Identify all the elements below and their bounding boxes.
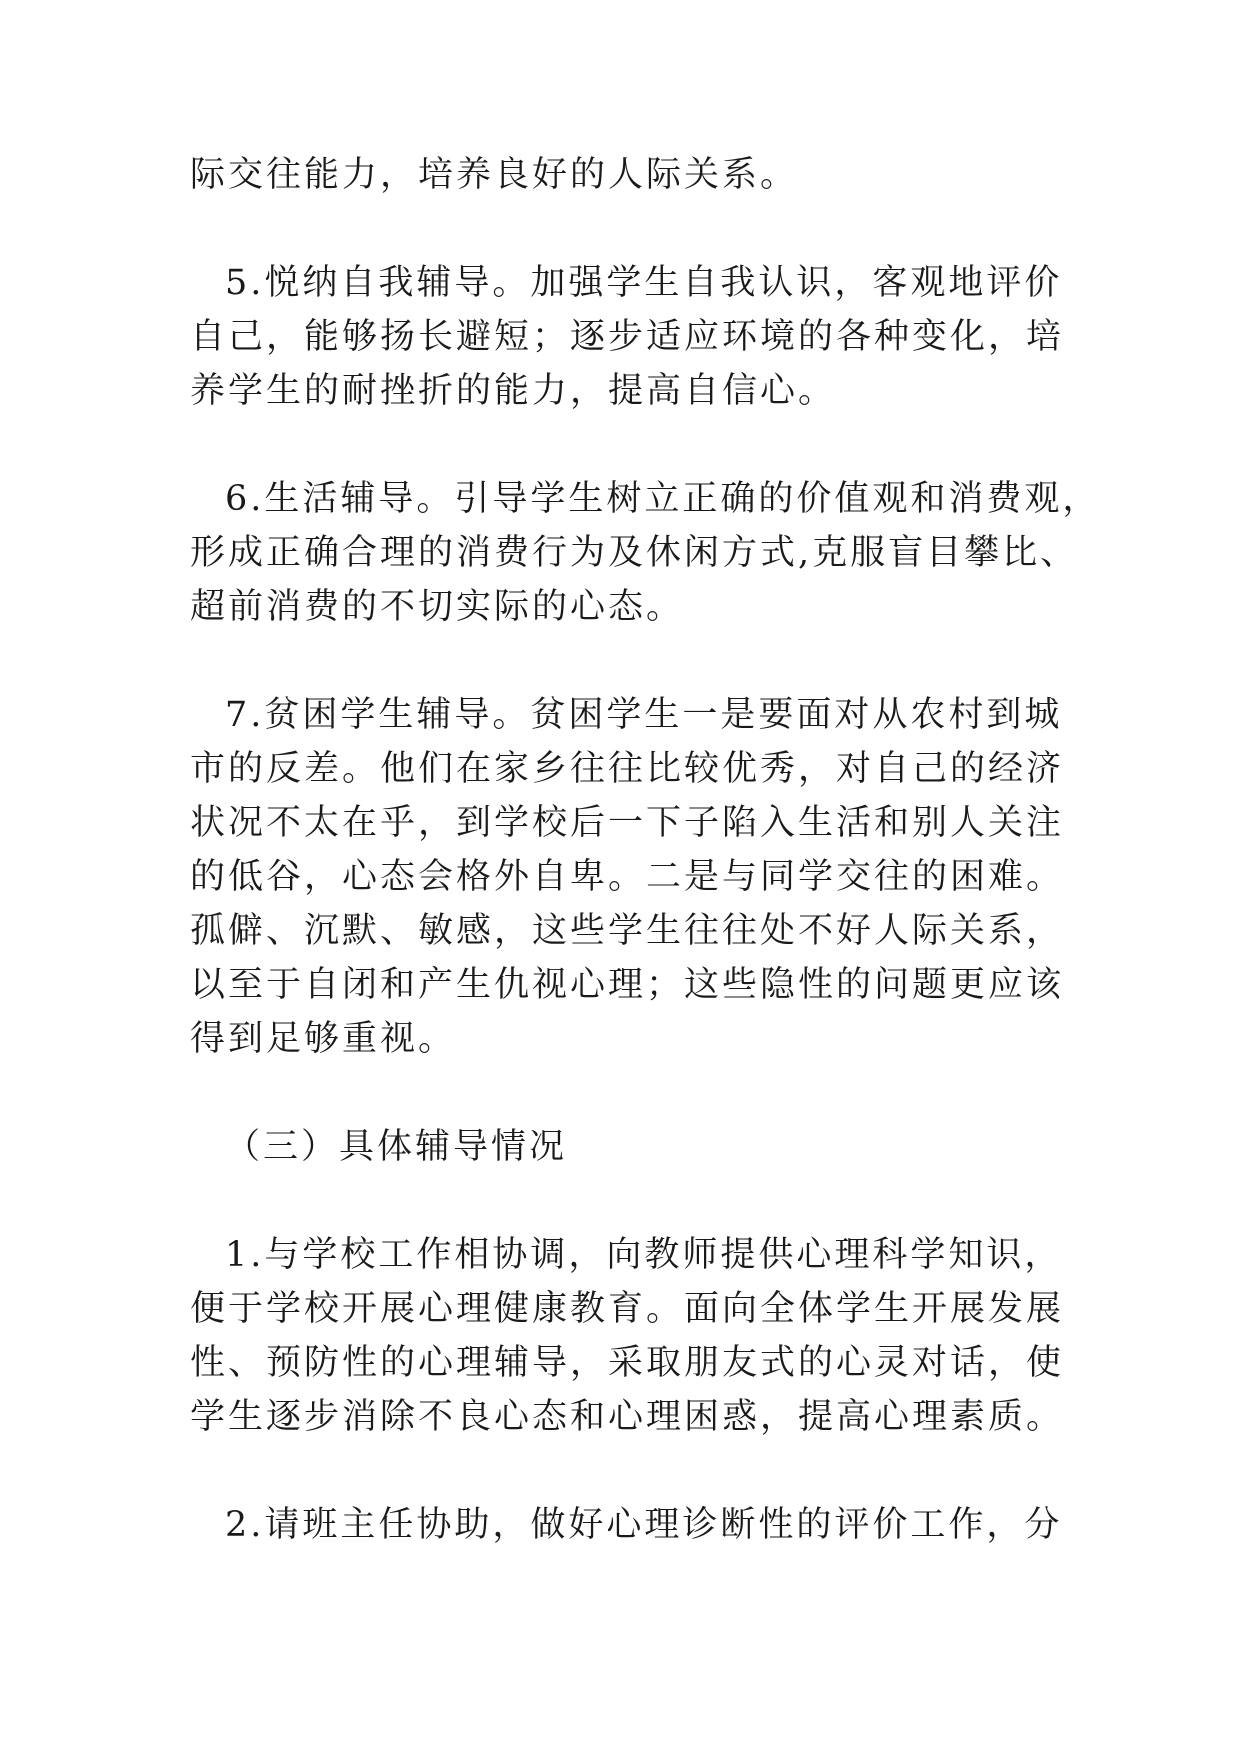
text-line: 1.与学校工作相协调，向教师提供心理科学知识，: [225, 1235, 1063, 1275]
text-line: 学生逐步消除不良心态和心理困惑，提高心理素质。: [190, 1397, 1065, 1437]
section-heading-3: [190, 1120, 1060, 1174]
text-line: 7.贫困学生辅导。贫困学生一是要面对从农村到城: [225, 695, 1063, 735]
paragraph-continuation: [190, 148, 1060, 202]
text-line: 性、预防性的心理辅导，采取朋友式的心灵对话，使: [190, 1343, 1065, 1383]
text-line: 以至于自闭和产生仇视心理；这些隐性的问题更应该: [190, 965, 1065, 1005]
paragraph-item-7: [190, 688, 1065, 1066]
text-line: 便于学校开展心理健康教育。面向全体学生开展发展: [190, 1289, 1065, 1329]
paragraph-item-6: [190, 472, 1101, 634]
document-body: [190, 148, 1101, 1606]
text-line: 状况不太在乎，到学校后一下子陷入生活和别人关注: [190, 803, 1065, 843]
text-line: 际交往能力，培养良好的人际关系。: [190, 155, 799, 195]
text-line: 2.请班主任协助，做好心理诊断性的评价工作，分: [225, 1505, 1063, 1545]
paragraph-section-item-2: [190, 1498, 1063, 1552]
text-line: 6.生活辅导。引导学生树立正确的价值观和消费观，: [225, 479, 1101, 519]
paragraph-section-item-1: [190, 1228, 1065, 1444]
text-line: 5.悦纳自我辅导。加强学生自我认识，客观地评价: [225, 263, 1063, 303]
text-line: 超前消费的不切实际的心态。: [190, 587, 685, 627]
text-line: 得到足够重视。: [190, 1019, 457, 1059]
text-line: 市的反差。他们在家乡往往比较优秀，对自己的经济: [190, 749, 1065, 789]
text-line: 自己，能够扬长避短；逐步适应环境的各种变化，培: [190, 317, 1065, 357]
paragraph-item-5: [190, 256, 1065, 418]
text-line: 养学生的耐挫折的能力，提高自信心。: [190, 371, 837, 411]
text-line: 的低谷，心态会格外自卑。二是与同学交往的困难。: [190, 857, 1065, 897]
text-line: 形成正确合理的消费行为及休闲方式,克服盲目攀比、: [190, 533, 1079, 573]
heading-line: （三）具体辅导情况: [225, 1127, 568, 1167]
text-line: 孤僻、沉默、敏感，这些学生往往处不好人际关系，: [190, 911, 1065, 951]
